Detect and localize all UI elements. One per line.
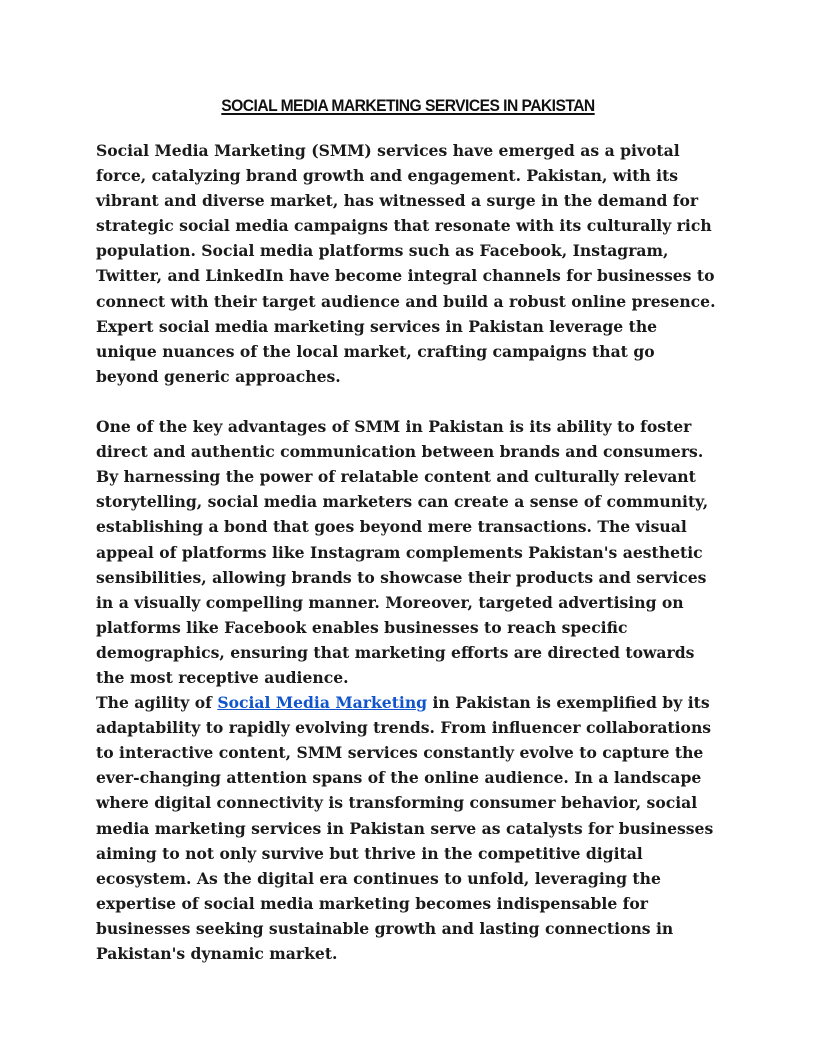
social-media-marketing-link[interactable]: Social Media Marketing bbox=[217, 693, 428, 713]
paragraph-agility bbox=[96, 690, 720, 966]
paragraph-intro-text: (SMM) services have emerged as a pivotal force, catalyzing brand growth and engagement. Pakistan, with its vibrant and diverse market, has witnessed a surge in the demand for strategic social media campaigns that resonate with its culturally rich population. Social media platforms such as Facebook, Instagram, Twitter, and LinkedIn have become integral channels for businesses to connect with their target audience and build a robust online presence. Expert social media marketing services in Pakistan leverage the unique nuances of the local market, crafting campaigns that go beyond generic approaches. bbox=[96, 141, 716, 386]
paragraph-agility-before-link: The agility of bbox=[96, 693, 218, 713]
paragraph-advantages: One of the key advantages of SMM in Pakistan is its ability to foster direct and authentic communication between brands and consumers. By harnessing the power of relatable content and culturally relevant storytelling, social media marketers can create a sense of community, establishing a bond that goes beyond mere transactions. The visual appeal of platforms like Instagram complements Pakistan's aesthetic sensibilities, allowing brands to showcase their products and services in a visually compelling manner. Moreover, targeted advertising on platforms like Facebook enables businesses to reach specific demographics, ensuring that marketing efforts are directed towards the most receptive audience. bbox=[96, 417, 709, 687]
document-body bbox=[96, 138, 720, 966]
paragraph-intro bbox=[96, 138, 720, 389]
paragraph-agility-after-link: in Pakistan is exemplified by its adaptability to rapidly evolving trends. From influencer collaborations to interactive content, SMM services constantly evolve to capture the ever-changing attention spans of the online audience. In a landscape where digital connectivity is transforming consumer behavior, social media marketing services in Pakistan serve as catalysts for businesses aiming to not only survive but thrive in the competitive digital ecosystem. As the digital era continues to unfold, leveraging the expertise of social media marketing becomes indispensable for businesses seeking sustainable growth and lasting connections in Pakistan's dynamic market. bbox=[96, 693, 714, 963]
page-title: SOCIAL MEDIA MARKETING SERVICES IN PAKISTAN bbox=[221, 96, 595, 115]
lead-term: Social Media Marketing bbox=[96, 141, 306, 160]
